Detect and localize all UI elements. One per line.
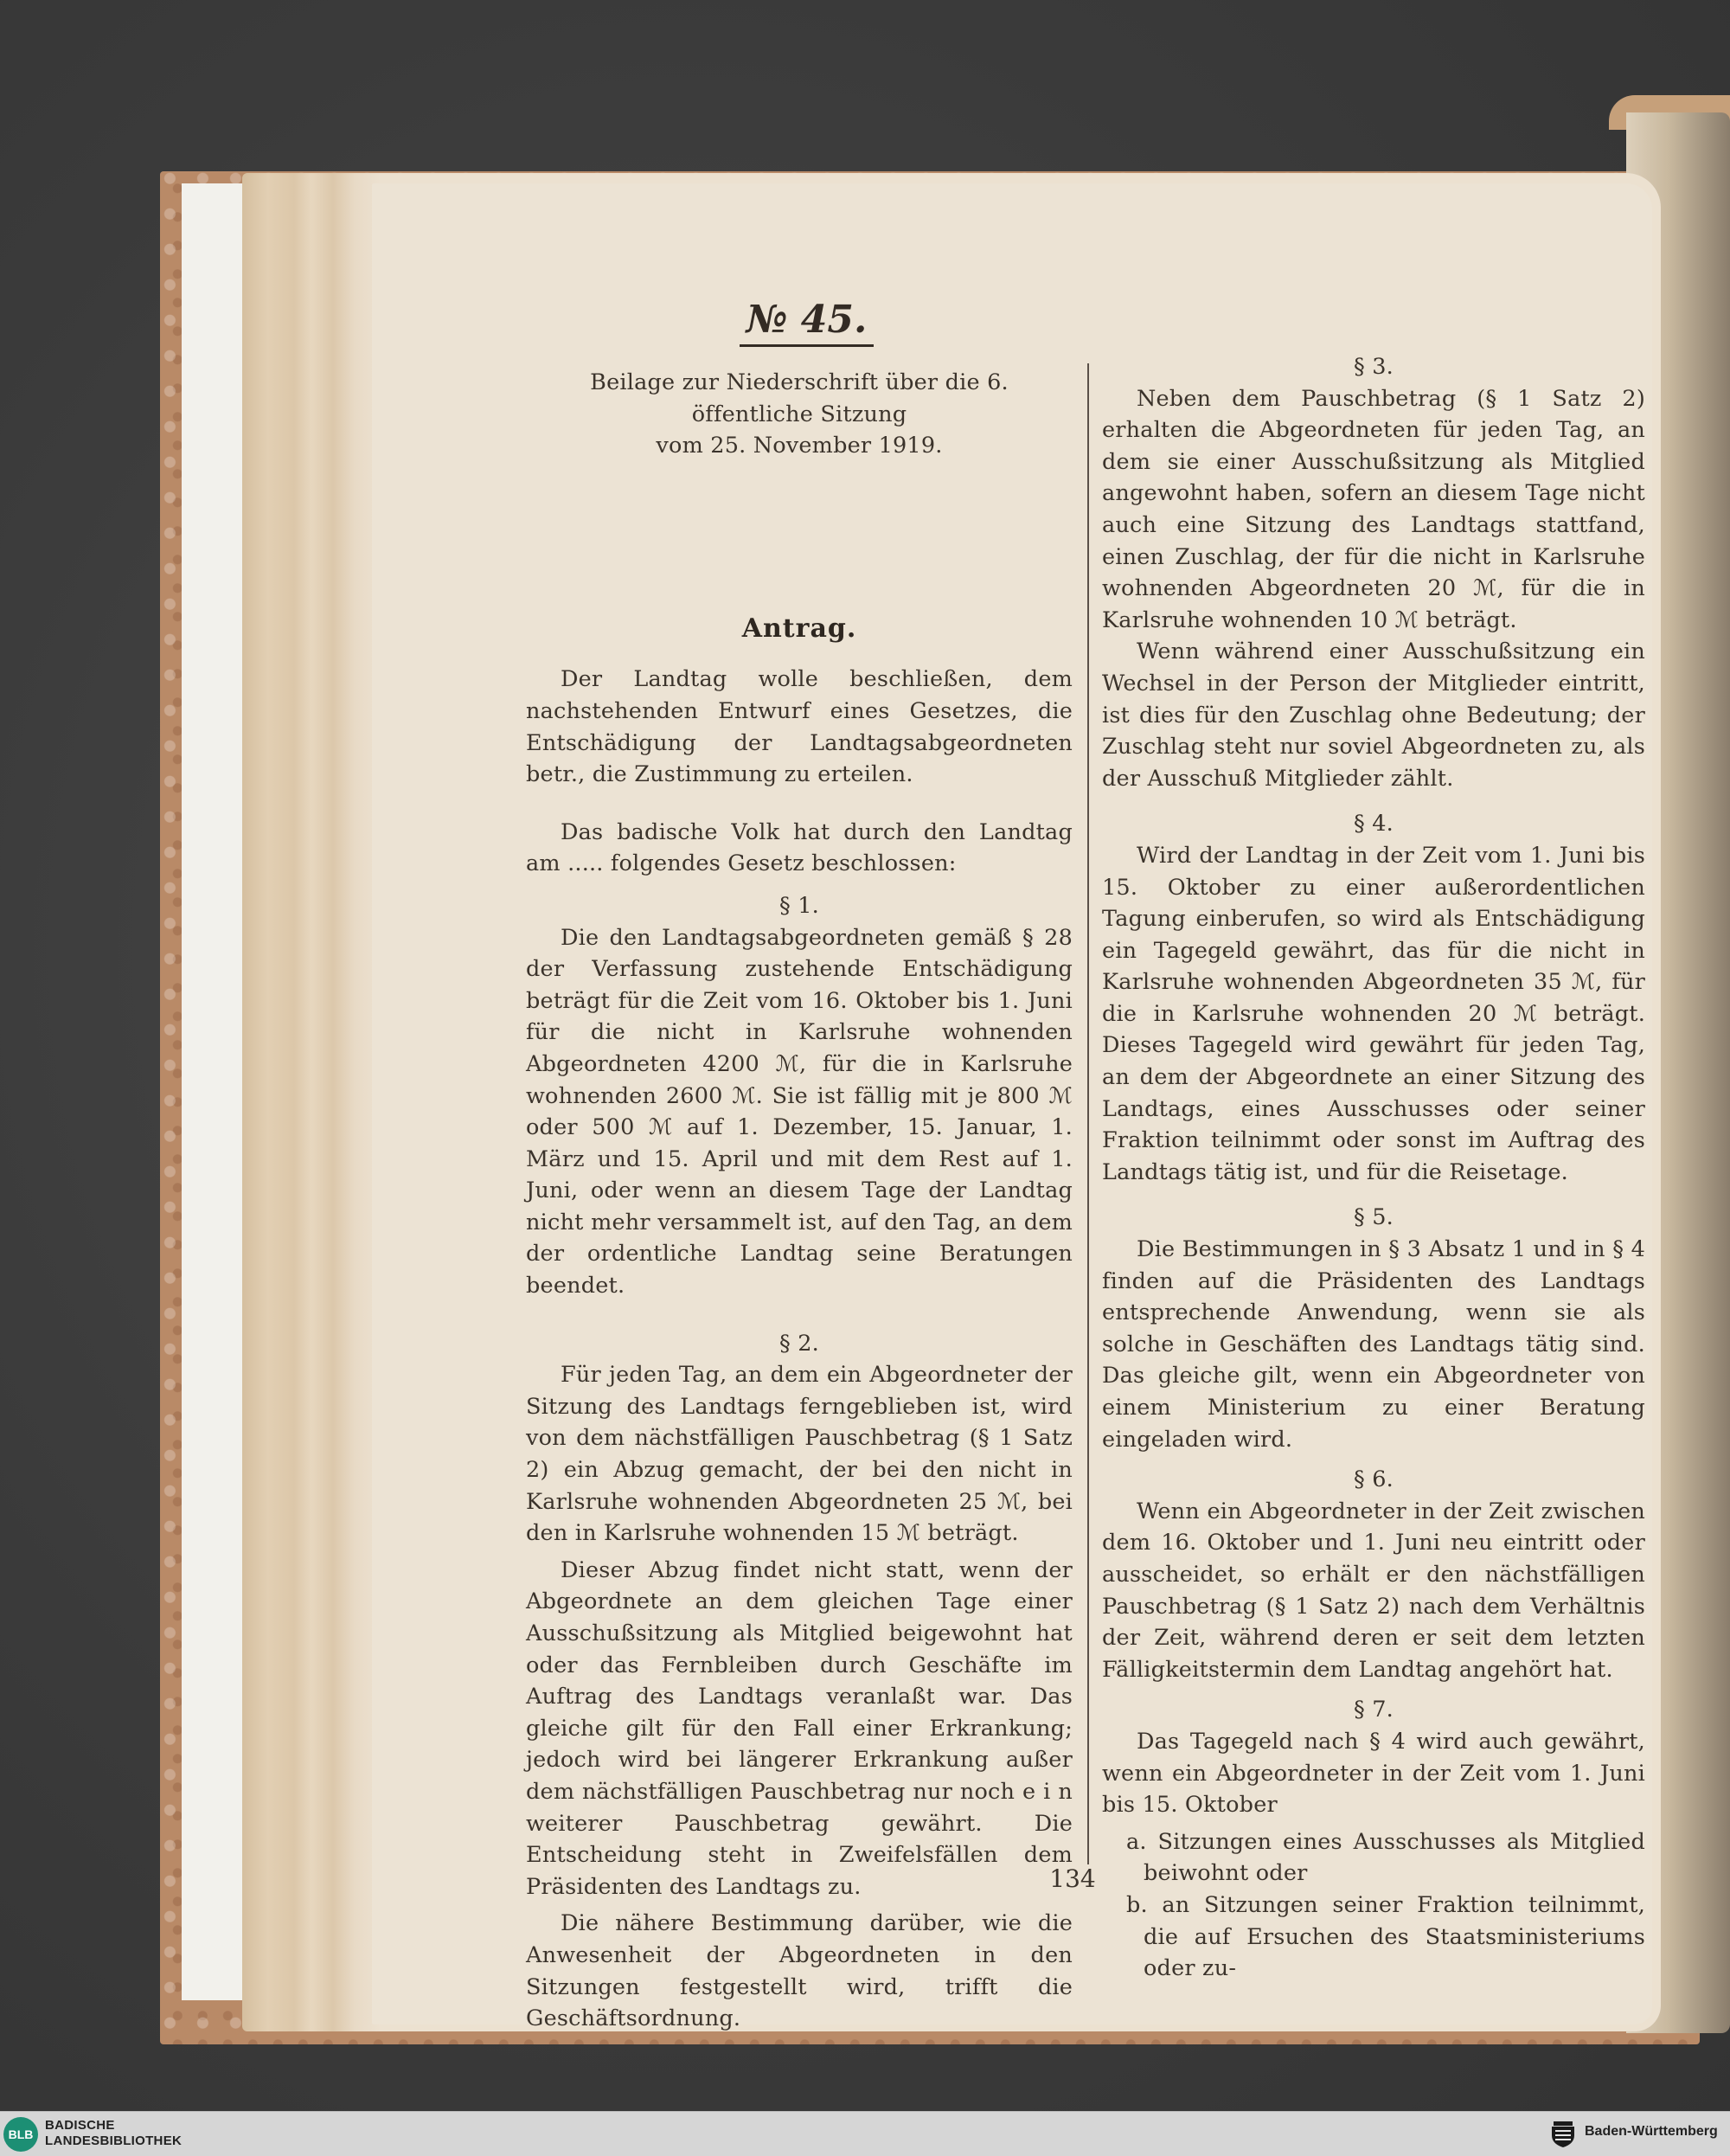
beilage-line-2: vom 25. November 1919. [656, 433, 943, 459]
section-6-heading: § 6. [1354, 1466, 1394, 1493]
section-7-text: Das Tagegeld nach § 4 wird auch gewährt, wenn ein Abgeordneter in der Zeit vom 1. Juni bis 15. Oktober [1102, 1728, 1645, 1819]
footer-bar [0, 2111, 1730, 2156]
blb-logo-icon[interactable]: BLB [3, 2117, 38, 2152]
library-name-line-1: BADISCHE [45, 2118, 115, 2133]
baden-wuerttemberg-coat-of-arms-icon[interactable] [1548, 2120, 1578, 2149]
document-number: № 45. [740, 298, 874, 347]
column-divider [1087, 363, 1089, 1864]
section-3-heading: § 3. [1354, 354, 1394, 380]
section-2-para-2: Dieser Abzug findet nicht statt, wenn der Abgeordnete an dem gleichen Tage einer Ausschußsitzung als Mitglied beigewohnt hat oder das Fernbleiben durch Geschäfte im Auftrag des Landtags veranlaßt war. Das gleiche gilt für den Fall einer Erkrankung; jedoch wird bei längerer Erkrankung außer dem nächstfälligen Pauschbetrag nur noch e i n weiterer Pauschbetrag gewährt. Die Entscheidung steht in Zweifelsfällen dem Präsidenten des Landtags zu. [526, 1556, 1073, 1900]
section-5-text: Die Bestimmungen in § 3 Absatz 1 und in § 4 finden auf die Präsidenten des Landtags entsprechende Anwendung, wenn sie als solche in Geschäften des Landtags tätig sind. Das gleiche gilt, wenn ein Abgeordneter von einem Ministerium zu einer Beratung eingeladen wird. [1102, 1236, 1645, 1453]
section-6-text: Wenn ein Abgeordneter in der Zeit zwischen dem 16. Oktober und 1. Juni neu eintritt oder ausscheidet, so erhält er den nächstfälligen Pauschbetrag (§ 1 Satz 2) nach dem Verhältnis der Zeit, während deren er seit dem letzten Fälligkeitstermin dem Landtag angehört hat. [1102, 1498, 1645, 1683]
flyleaf [182, 183, 251, 2000]
antrag-heading: Antrag. [741, 613, 857, 644]
section-7-item-b: b. an Sitzungen seiner Fraktion teilnimmt, die auf Ersuchen des Staatsministeriums oder zu- [1126, 1891, 1645, 1982]
section-1-heading: § 1. [779, 892, 819, 919]
section-3-para-2: Wenn während einer Ausschußsitzung ein Wechsel in der Person der Mitglieder eintritt, ist dies für den Zuschlag ohne Bedeutung; der Zuschlag steht nur soviel Abgeordneten zu, als der Ausschuß Mitglieder zählt. [1102, 638, 1645, 792]
section-7-item-a: a. Sitzungen eines Ausschusses als Mitglied beiwohnt oder [1126, 1828, 1645, 1887]
intro-text: Das badische Volk hat durch den Landtag am ..... folgendes Gesetz beschlossen: [526, 818, 1073, 877]
library-name[interactable] [45, 2118, 182, 2149]
state-name[interactable]: Baden-Württemberg [1585, 2124, 1718, 2139]
beilage-line-1: Beilage zur Niederschrift über die 6. öffentliche Sitzung [590, 369, 1009, 427]
section-2-heading: § 2. [779, 1330, 819, 1357]
library-name-line-2: LANDESBIBLIOTHEK [45, 2134, 183, 2148]
section-4-text: Wird der Landtag in der Zeit vom 1. Juni bis 15. Oktober zu einer außerordentlichen Tagung einberufen, so wird als Entschädigung ein Tagegeld gewährt, das für die nicht in Karlsruhe wohnenden Abgeordneten 35 ℳ, für die in Karlsruhe wohnenden 20 ℳ beträgt. Dieses Tagegeld wird gewährt für jeden Tag, an dem der Abgeordnete an einer Sitzung des Landtags, eines Ausschusses oder seiner Fraktion teilnimmt oder sonst im Auftrag des Landtags tätig ist, und für die Reisetage. [1102, 842, 1645, 1185]
antrag-text: Der Landtag wolle beschließen, dem nachstehenden Entwurf eines Gesetzes, die Entschädigung der Landtagsabgeordneten betr., die Zustimmung zu erteilen. [526, 666, 1073, 788]
right-column [1102, 351, 1645, 1985]
section-2-para-1: Für jeden Tag, an dem ein Abgeordneter der Sitzung des Landtags ferngeblieben ist, wird von dem nächstfälligen Pauschbetrag (§ 1 Satz 2) ein Abzug gemacht, der bei den nicht in Karlsruhe wohnenden Abgeordneten 25 ℳ, bei den in Karlsruhe wohnenden 15 ℳ beträgt. [526, 1362, 1073, 1547]
section-7-heading: § 7. [1354, 1697, 1394, 1723]
section-3-para-1: Neben dem Pauschbetrag (§ 1 Satz 2) erhalten die Abgeordneten für jeden Tag, an dem sie einer Ausschußsitzung als Mitglied angewohnt haben, sofern an diesem Tage nicht auch eine Sitzung des Landtags stattfand, einen Zuschlag, der für die nicht in Karlsruhe wohnenden Abgeordneten 20 ℳ, für die in Karlsruhe wohnenden 10 ℳ beträgt. [1102, 385, 1645, 633]
section-1-text: Die den Landtagsabgeordneten gemäß § 28 der Verfassung zustehende Entschädigung beträgt für die Zeit vom 16. Oktober bis 1. Juni für die nicht in Karlsruhe wohnenden Abgeordneten 4200 ℳ, für die in Karlsruhe wohnenden 2600 ℳ. Sie ist fällig mit je 800 ℳ oder 500 ℳ auf 1. Dezember, 15. Januar, 1. März und 15. April und mit dem Rest auf 1. Juni, oder wenn an diesem Tage der Landtag nicht mehr versammelt ist, auf den Tag, an dem der ordentliche Landtag seine Beratungen beendet. [526, 924, 1073, 1299]
page-number: 134 [1049, 1864, 1096, 1893]
section-5-heading: § 5. [1354, 1204, 1394, 1231]
section-2-para-3: Die nähere Bestimmung darüber, wie die Anwesenheit der Abgeordneten in den Sitzungen festgestellt wird, trifft die Geschäftsordnung. [526, 1910, 1073, 2032]
section-4-heading: § 4. [1354, 811, 1394, 837]
left-column [526, 367, 1073, 2035]
